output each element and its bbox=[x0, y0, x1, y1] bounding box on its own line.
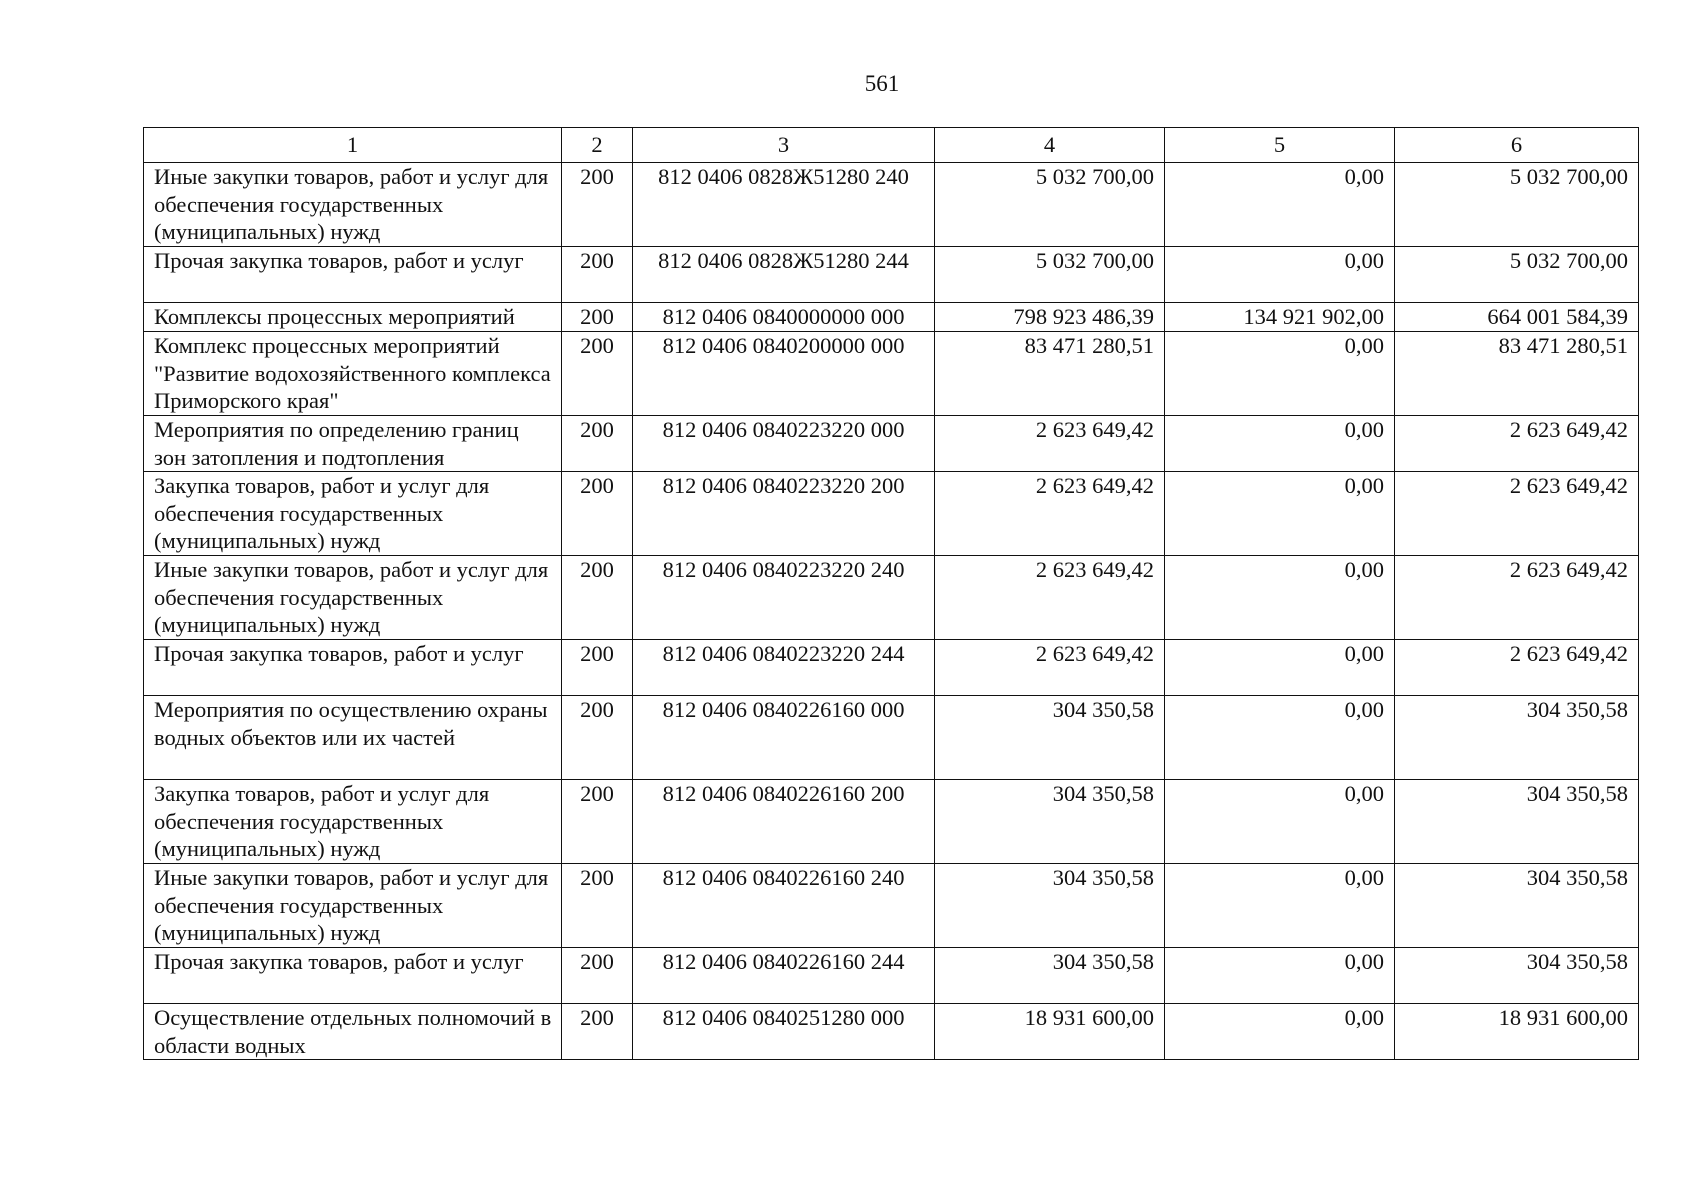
table-row bbox=[144, 332, 1639, 416]
row-value-5: 0,00 bbox=[1165, 247, 1395, 303]
row-value-6: 5 032 700,00 bbox=[1395, 163, 1639, 247]
row-name: Комплекс процессных мероприятий "Развитие водохозяйственного комплекса Приморского края" bbox=[144, 332, 562, 416]
row-value-6: 2 623 649,42 bbox=[1395, 640, 1639, 696]
row-kbk: 812 0406 0828Ж51280 244 bbox=[633, 247, 935, 303]
row-name: Комплексы процессных мероприятий bbox=[144, 303, 562, 332]
row-value-6: 304 350,58 bbox=[1395, 780, 1639, 864]
row-kbk: 812 0406 0840200000 000 bbox=[633, 332, 935, 416]
column-header-6: 6 bbox=[1395, 128, 1639, 163]
row-value-6: 304 350,58 bbox=[1395, 864, 1639, 948]
row-value-5: 0,00 bbox=[1165, 864, 1395, 948]
row-name: Закупка товаров, работ и услуг для обеспечения государственных (муниципальных) нужд bbox=[144, 472, 562, 556]
row-value-5: 0,00 bbox=[1165, 948, 1395, 1004]
row-code: 200 bbox=[562, 640, 633, 696]
row-kbk: 812 0406 0840251280 000 bbox=[633, 1004, 935, 1060]
row-code: 200 bbox=[562, 332, 633, 416]
column-header-2: 2 bbox=[562, 128, 633, 163]
row-value-6: 2 623 649,42 bbox=[1395, 472, 1639, 556]
row-code: 200 bbox=[562, 780, 633, 864]
row-value-4: 304 350,58 bbox=[935, 864, 1165, 948]
table-row bbox=[144, 556, 1639, 640]
row-code: 200 bbox=[562, 303, 633, 332]
row-value-6: 83 471 280,51 bbox=[1395, 332, 1639, 416]
row-value-4: 5 032 700,00 bbox=[935, 247, 1165, 303]
row-value-5: 134 921 902,00 bbox=[1165, 303, 1395, 332]
row-value-6: 304 350,58 bbox=[1395, 696, 1639, 780]
table-row bbox=[144, 163, 1639, 247]
table-row bbox=[144, 1004, 1639, 1060]
table-row bbox=[144, 948, 1639, 1004]
row-name: Прочая закупка товаров, работ и услуг bbox=[144, 948, 562, 1004]
row-name: Иные закупки товаров, работ и услуг для обеспечения государственных (муниципальных) нужд bbox=[144, 556, 562, 640]
row-value-5: 0,00 bbox=[1165, 332, 1395, 416]
column-header-3: 3 bbox=[633, 128, 935, 163]
row-value-4: 304 350,58 bbox=[935, 696, 1165, 780]
row-value-4: 2 623 649,42 bbox=[935, 640, 1165, 696]
row-value-6: 5 032 700,00 bbox=[1395, 247, 1639, 303]
page-number: 561 bbox=[864, 71, 900, 96]
column-header-1: 1 bbox=[144, 128, 562, 163]
row-code: 200 bbox=[562, 696, 633, 780]
row-kbk: 812 0406 0840226160 000 bbox=[633, 696, 935, 780]
row-value-5: 0,00 bbox=[1165, 472, 1395, 556]
row-value-4: 798 923 486,39 bbox=[935, 303, 1165, 332]
row-value-6: 304 350,58 bbox=[1395, 948, 1639, 1004]
table-row bbox=[144, 640, 1639, 696]
row-value-4: 5 032 700,00 bbox=[935, 163, 1165, 247]
row-name: Мероприятия по осуществлению охраны водных объектов или их частей bbox=[144, 696, 562, 780]
table-body bbox=[144, 163, 1639, 1060]
row-name: Иные закупки товаров, работ и услуг для обеспечения государственных (муниципальных) нужд bbox=[144, 163, 562, 247]
row-code: 200 bbox=[562, 472, 633, 556]
column-header-5: 5 bbox=[1165, 128, 1395, 163]
row-value-5: 0,00 bbox=[1165, 556, 1395, 640]
table-row bbox=[144, 780, 1639, 864]
row-name: Закупка товаров, работ и услуг для обеспечения государственных (муниципальных) нужд bbox=[144, 780, 562, 864]
row-value-4: 304 350,58 bbox=[935, 948, 1165, 1004]
row-code: 200 bbox=[562, 556, 633, 640]
row-kbk: 812 0406 0840223220 200 bbox=[633, 472, 935, 556]
row-name: Иные закупки товаров, работ и услуг для обеспечения государственных (муниципальных) нужд bbox=[144, 864, 562, 948]
row-kbk: 812 0406 0840223220 000 bbox=[633, 416, 935, 472]
row-value-5: 0,00 bbox=[1165, 163, 1395, 247]
row-value-4: 83 471 280,51 bbox=[935, 332, 1165, 416]
budget-table bbox=[143, 127, 1639, 1060]
table-row bbox=[144, 696, 1639, 780]
row-kbk: 812 0406 0840223220 240 bbox=[633, 556, 935, 640]
row-kbk: 812 0406 0828Ж51280 240 bbox=[633, 163, 935, 247]
row-name: Осуществление отдельных полномочий в области водных bbox=[144, 1004, 562, 1060]
row-kbk: 812 0406 0840000000 000 bbox=[633, 303, 935, 332]
row-kbk: 812 0406 0840226160 244 bbox=[633, 948, 935, 1004]
table-row bbox=[144, 303, 1639, 332]
row-value-5: 0,00 bbox=[1165, 696, 1395, 780]
row-code: 200 bbox=[562, 247, 633, 303]
row-name: Прочая закупка товаров, работ и услуг bbox=[144, 640, 562, 696]
row-value-4: 304 350,58 bbox=[935, 780, 1165, 864]
row-value-6: 664 001 584,39 bbox=[1395, 303, 1639, 332]
table-row bbox=[144, 416, 1639, 472]
row-code: 200 bbox=[562, 416, 633, 472]
row-value-6: 18 931 600,00 bbox=[1395, 1004, 1639, 1060]
row-kbk: 812 0406 0840226160 200 bbox=[633, 780, 935, 864]
row-kbk: 812 0406 0840226160 240 bbox=[633, 864, 935, 948]
row-value-5: 0,00 bbox=[1165, 640, 1395, 696]
row-value-6: 2 623 649,42 bbox=[1395, 556, 1639, 640]
row-value-4: 2 623 649,42 bbox=[935, 416, 1165, 472]
row-kbk: 812 0406 0840223220 244 bbox=[633, 640, 935, 696]
row-value-4: 2 623 649,42 bbox=[935, 556, 1165, 640]
row-code: 200 bbox=[562, 864, 633, 948]
row-name: Мероприятия по определению границ зон затопления и подтопления bbox=[144, 416, 562, 472]
row-code: 200 bbox=[562, 948, 633, 1004]
table-header bbox=[144, 128, 1639, 163]
row-value-5: 0,00 bbox=[1165, 1004, 1395, 1060]
row-value-6: 2 623 649,42 bbox=[1395, 416, 1639, 472]
row-value-5: 0,00 bbox=[1165, 416, 1395, 472]
row-value-4: 2 623 649,42 bbox=[935, 472, 1165, 556]
column-header-4: 4 bbox=[935, 128, 1165, 163]
table-row bbox=[144, 472, 1639, 556]
header-row bbox=[144, 128, 1639, 163]
table-row bbox=[144, 864, 1639, 948]
row-name: Прочая закупка товаров, работ и услуг bbox=[144, 247, 562, 303]
row-code: 200 bbox=[562, 1004, 633, 1060]
row-code: 200 bbox=[562, 163, 633, 247]
row-value-4: 18 931 600,00 bbox=[935, 1004, 1165, 1060]
table-row bbox=[144, 247, 1639, 303]
row-value-5: 0,00 bbox=[1165, 780, 1395, 864]
